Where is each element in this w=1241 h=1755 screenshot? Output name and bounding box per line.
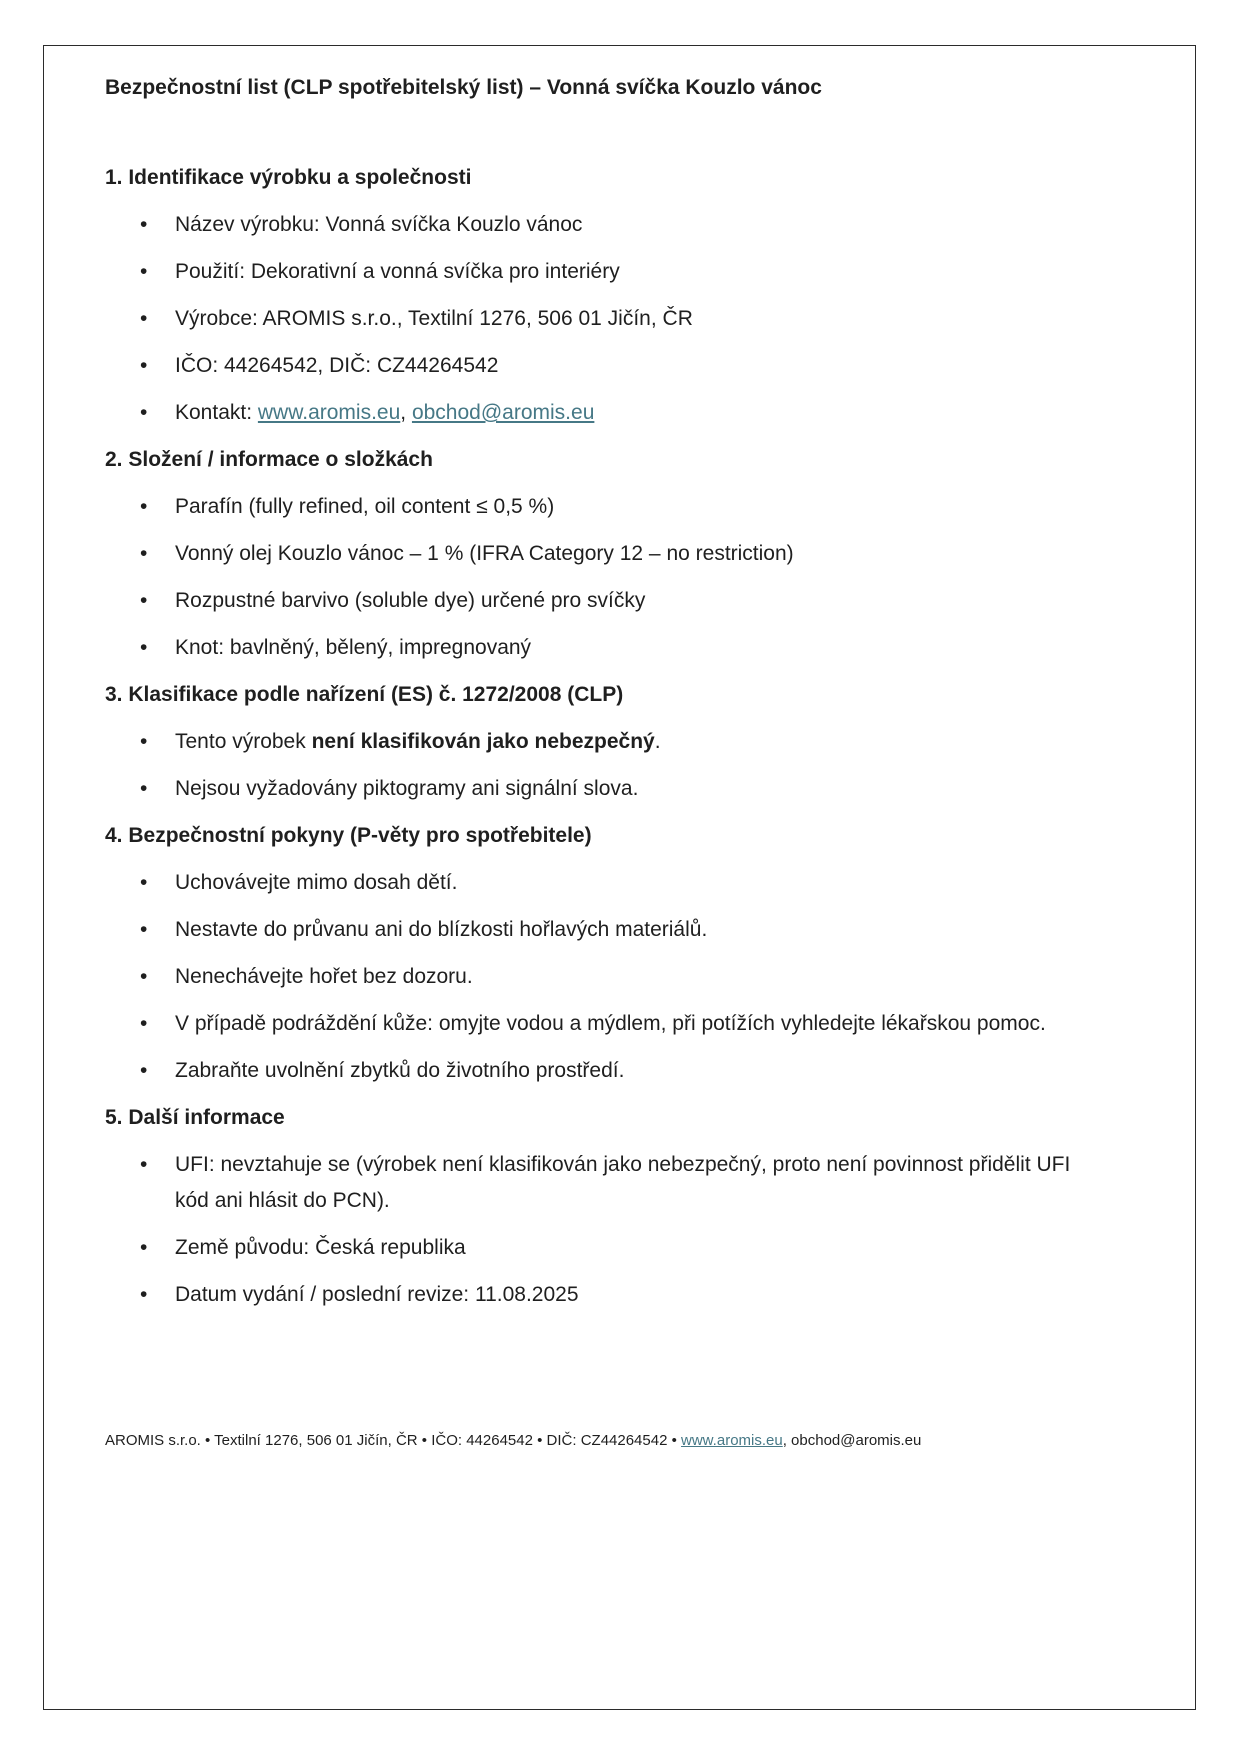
bullet-text: Nejsou vyžadovány piktogramy ani signální slova.	[175, 777, 639, 800]
list-item	[105, 489, 1105, 525]
bullet-list	[105, 489, 1105, 666]
list-item	[105, 1053, 1105, 1089]
section-heading-3: 3. Klasifikace podle nařízení (ES) č. 1272/2008 (CLP)	[105, 683, 624, 706]
section-heading-5: 5. Další informace	[105, 1106, 285, 1129]
bullet-list	[105, 724, 1105, 807]
bullet-text: Kontakt:	[175, 401, 258, 424]
section-identification	[105, 160, 1105, 431]
list-item	[105, 395, 1105, 431]
bullet-text: Knot: bavlněný, bělený, impregnovaný	[175, 636, 532, 659]
list-item	[105, 254, 1105, 290]
footer-text: , obchod@aromis.eu	[782, 1432, 922, 1449]
list-item	[105, 771, 1105, 807]
section-safety-instructions	[105, 818, 1105, 1089]
bullet-text: Rozpustné barvivo (soluble dye) určené pro svíčky	[175, 589, 646, 612]
bullet-text-bold: není klasifikován jako nebezpečný	[311, 730, 655, 753]
bullet-text: Parafín (fully refined, oil content ≤ 0,5 %)	[175, 495, 555, 518]
list-item	[105, 301, 1105, 337]
bullet-text: Název výrobku: Vonná svíčka Kouzlo vánoc	[175, 213, 583, 236]
list-item	[105, 865, 1105, 901]
document-content	[105, 70, 1105, 1324]
list-item	[105, 1230, 1105, 1266]
page-footer	[105, 1430, 1115, 1452]
document-title: Bezpečnostní list (CLP spotřebitelský list) – Vonná svíčka Kouzlo vánoc	[105, 76, 822, 99]
bullet-text: Výrobce: AROMIS s.r.o., Textilní 1276, 506 01 Jičín, ČR	[175, 307, 693, 330]
section-heading-4: 4. Bezpečnostní pokyny (P-věty pro spotřebitele)	[105, 824, 592, 847]
bullet-list	[105, 865, 1105, 1089]
bullet-text: Uchovávejte mimo dosah dětí.	[175, 871, 458, 894]
bullet-text: Tento výrobek	[175, 730, 312, 753]
footer-text: AROMIS s.r.o. • Textilní 1276, 506 01 Jičín, ČR • IČO: 44264542 • DIČ: CZ44264542 •	[105, 1432, 682, 1449]
link-www-aromis-eu[interactable]: www.aromis.eu	[257, 401, 401, 424]
bullet-text: Země původu: Česká republika	[175, 1236, 466, 1259]
section-classification	[105, 677, 1105, 807]
bullet-text: Nenechávejte hořet bez dozoru.	[175, 965, 473, 988]
bullet-text: ,	[400, 401, 412, 424]
list-item	[105, 630, 1105, 666]
bullet-text: .	[654, 730, 661, 753]
link-obchod-email[interactable]: obchod@aromis.eu	[411, 401, 595, 424]
list-item	[105, 348, 1105, 384]
bullet-text: IČO: 44264542, DIČ: CZ44264542	[175, 354, 499, 377]
list-item	[105, 959, 1105, 995]
list-item	[105, 912, 1105, 948]
bullet-text: UFI: nevztahuje se (výrobek není klasifikován jako nebezpečný, proto není povinnost přidělit UFI kód ani hlásit do PCN).	[175, 1153, 1071, 1212]
footer-link-www-aromis-eu[interactable]: www.aromis.eu	[681, 1432, 783, 1449]
list-item	[105, 724, 1105, 760]
section-composition	[105, 442, 1105, 666]
list-item	[105, 536, 1105, 572]
list-item	[105, 1147, 1105, 1219]
bullet-list	[105, 1147, 1105, 1313]
list-item	[105, 583, 1105, 619]
bullet-text: V případě podráždění kůže: omyjte vodou a mýdlem, při potížích vyhledejte lékařskou pomoc.	[175, 1012, 1046, 1035]
list-item	[105, 1006, 1105, 1042]
list-item	[105, 207, 1105, 243]
section-heading-1: 1. Identifikace výrobku a společnosti	[105, 166, 472, 189]
section-other-info	[105, 1100, 1105, 1313]
bullet-text: Datum vydání / poslední revize: 11.08.2025	[175, 1283, 579, 1306]
list-item	[105, 1277, 1105, 1313]
bullet-list	[105, 207, 1105, 431]
section-heading-2: 2. Složení / informace o složkách	[105, 448, 433, 471]
bullet-text: Zabraňte uvolnění zbytků do životního prostředí.	[175, 1059, 625, 1082]
bullet-text: Vonný olej Kouzlo vánoc – 1 % (IFRA Category 12 – no restriction)	[175, 542, 794, 565]
bullet-text: Nestavte do průvanu ani do blízkosti hořlavých materiálů.	[175, 918, 708, 941]
bullet-text: Použití: Dekorativní a vonná svíčka pro interiéry	[175, 260, 620, 283]
